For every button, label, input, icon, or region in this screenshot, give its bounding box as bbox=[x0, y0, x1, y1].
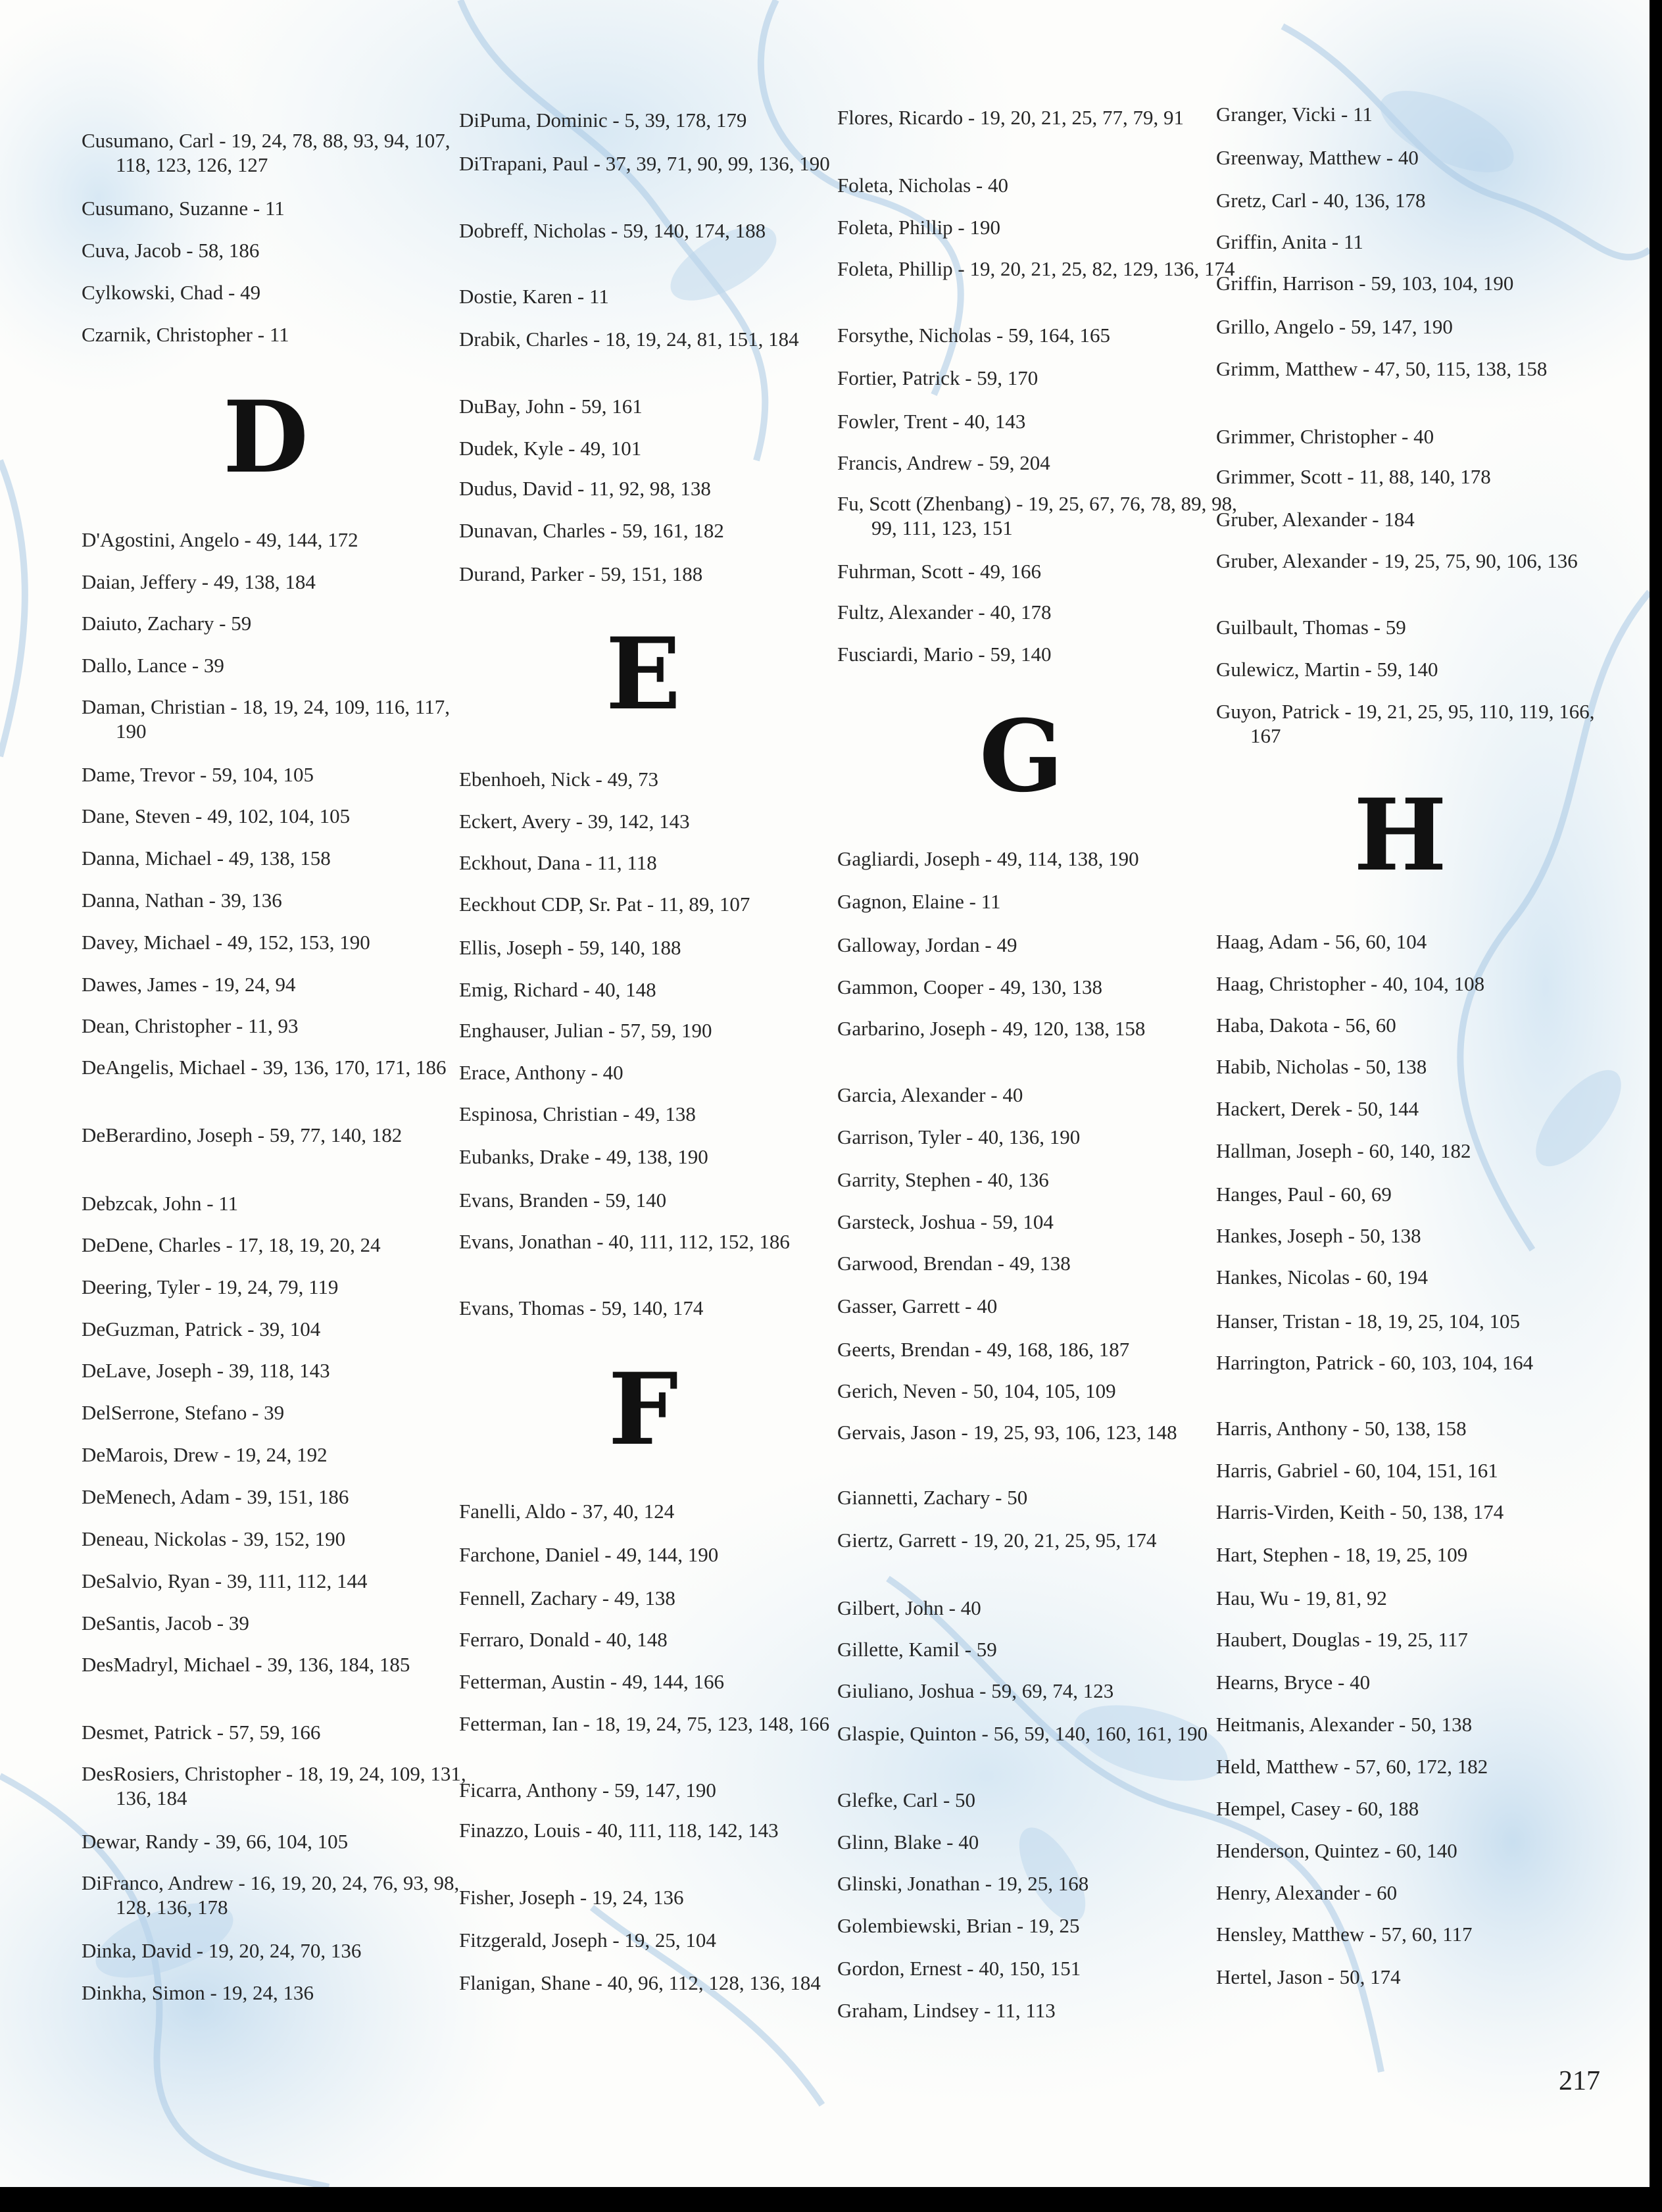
index-entry: D'Agostini, Angelo - 49, 144, 172 bbox=[82, 528, 358, 551]
index-entry: Grimm, Matthew - 47, 50, 115, 138, 158 bbox=[1216, 357, 1548, 380]
index-entry: Haubert, Douglas - 19, 25, 117 bbox=[1216, 1628, 1468, 1651]
index-entry: Francis, Andrew - 59, 204 bbox=[837, 451, 1050, 474]
index-entry: Harris-Virden, Keith - 50, 138, 174 bbox=[1216, 1500, 1504, 1523]
index-entry: Henry, Alexander - 60 bbox=[1216, 1881, 1398, 1904]
index-entry: Fetterman, Ian - 18, 19, 24, 75, 123, 148, 166 bbox=[459, 1712, 830, 1735]
index-entry: DiPuma, Dominic - 5, 39, 178, 179 bbox=[459, 109, 747, 132]
index-entry: Dunavan, Charles - 59, 161, 182 bbox=[459, 519, 724, 542]
index-entry: Grimmer, Scott - 11, 88, 140, 178 bbox=[1216, 465, 1491, 488]
index-entry: Ebenhoeh, Nick - 49, 73 bbox=[459, 768, 659, 791]
index-entry: Hanges, Paul - 60, 69 bbox=[1216, 1183, 1392, 1206]
index-entry: Dane, Steven - 49, 102, 104, 105 bbox=[82, 804, 351, 827]
index-entry: Fowler, Trent - 40, 143 bbox=[837, 410, 1026, 433]
index-entry: Daian, Jeffery - 49, 138, 184 bbox=[82, 570, 316, 593]
index-entry: Espinosa, Christian - 49, 138 bbox=[459, 1102, 696, 1125]
index-entry: Dawes, James - 19, 24, 94 bbox=[82, 973, 296, 996]
index-entry: DiFranco, Andrew - 16, 19, 20, 24, 76, 93, 98, 128, 136, 178 bbox=[82, 1871, 460, 1919]
index-entry: Erace, Anthony - 40 bbox=[459, 1061, 623, 1084]
index-entry: Habib, Nicholas - 50, 138 bbox=[1216, 1055, 1427, 1078]
index-entry: Eubanks, Drake - 49, 138, 190 bbox=[459, 1145, 708, 1168]
index-entry: Griffin, Harrison - 59, 103, 104, 190 bbox=[1216, 272, 1514, 295]
index-entry: Dean, Christopher - 11, 93 bbox=[82, 1014, 299, 1037]
section-letter-g: G bbox=[979, 699, 1064, 814]
index-entry: Daman, Christian - 18, 19, 24, 109, 116, 117, 190 bbox=[82, 695, 450, 743]
index-entry: Czarnik, Christopher - 11 bbox=[82, 323, 289, 346]
index-entry: Gordon, Ernest - 40, 150, 151 bbox=[837, 1957, 1081, 1980]
index-entry: Daiuto, Zachary - 59 bbox=[82, 612, 252, 635]
index-entry: Cusumano, Carl - 19, 24, 78, 88, 93, 94, 107, 118, 123, 126, 127 bbox=[82, 129, 451, 176]
index-entry: Garwood, Brendan - 49, 138 bbox=[837, 1252, 1071, 1275]
section-letter-f: F bbox=[608, 1352, 679, 1467]
index-entry: Dinkha, Simon - 19, 24, 136 bbox=[82, 1981, 314, 2004]
index-entry: Held, Matthew - 57, 60, 172, 182 bbox=[1216, 1755, 1488, 1778]
index-entry: Cylkowski, Chad - 49 bbox=[82, 281, 261, 304]
index-entry: Graham, Lindsey - 11, 113 bbox=[837, 1999, 1056, 2022]
index-entry: Hackert, Derek - 50, 144 bbox=[1216, 1097, 1419, 1120]
index-entry: Harris, Anthony - 50, 138, 158 bbox=[1216, 1417, 1467, 1440]
index-entry: Danna, Michael - 49, 138, 158 bbox=[82, 847, 331, 870]
index-entry: Garcia, Alexander - 40 bbox=[837, 1083, 1023, 1106]
index-entry: Deneau, Nickolas - 39, 152, 190 bbox=[82, 1527, 346, 1550]
index-entry: DesRosiers, Christopher - 18, 19, 24, 109, 131, 136, 184 bbox=[82, 1762, 466, 1809]
index-entry: DesMadryl, Michael - 39, 136, 184, 185 bbox=[82, 1653, 410, 1676]
index-entry: Dame, Trevor - 59, 104, 105 bbox=[82, 763, 314, 786]
index-entry: Giertz, Garrett - 19, 20, 21, 25, 95, 174 bbox=[837, 1529, 1157, 1552]
index-entry: Galloway, Jordan - 49 bbox=[837, 933, 1017, 956]
index-entry: Gulewicz, Martin - 59, 140 bbox=[1216, 658, 1438, 681]
index-entry: Garsteck, Joshua - 59, 104 bbox=[837, 1210, 1054, 1233]
index-entry: DeBerardino, Joseph - 59, 77, 140, 182 bbox=[82, 1123, 403, 1146]
index-entry: Emig, Richard - 40, 148 bbox=[459, 978, 656, 1001]
index-entry: Enghauser, Julian - 57, 59, 190 bbox=[459, 1019, 712, 1042]
index-entry: DiTrapani, Paul - 37, 39, 71, 90, 99, 136, 190 bbox=[459, 152, 830, 175]
index-entry: DeAngelis, Michael - 39, 136, 170, 171, 186 bbox=[82, 1056, 447, 1079]
index-entry: Dudek, Kyle - 49, 101 bbox=[459, 437, 642, 460]
index-entry: Fennell, Zachary - 49, 138 bbox=[459, 1586, 675, 1610]
index-entry: Ellis, Joseph - 59, 140, 188 bbox=[459, 936, 681, 959]
index-entry: Griffin, Anita - 11 bbox=[1216, 230, 1363, 253]
index-entry: Forsythe, Nicholas - 59, 164, 165 bbox=[837, 324, 1111, 347]
index-entry: Glefke, Carl - 50 bbox=[837, 1788, 976, 1811]
index-entry: Eckhout, Dana - 11, 118 bbox=[459, 851, 657, 874]
index-entry: Evans, Thomas - 59, 140, 174 bbox=[459, 1296, 704, 1319]
index-entry: Harrington, Patrick - 60, 103, 104, 164 bbox=[1216, 1351, 1534, 1374]
index-entry: Geerts, Brendan - 49, 168, 186, 187 bbox=[837, 1338, 1130, 1361]
index-entry: Deering, Tyler - 19, 24, 79, 119 bbox=[82, 1275, 339, 1298]
index-entry: Grimmer, Christopher - 40 bbox=[1216, 425, 1434, 448]
index-entry: Gagliardi, Joseph - 49, 114, 138, 190 bbox=[837, 847, 1139, 870]
index-entry: Hau, Wu - 19, 81, 92 bbox=[1216, 1586, 1387, 1610]
index-entry: DeMenech, Adam - 39, 151, 186 bbox=[82, 1485, 349, 1508]
index-entry: Guilbault, Thomas - 59 bbox=[1216, 616, 1406, 639]
index-entry: Evans, Branden - 59, 140 bbox=[459, 1189, 667, 1212]
index-entry: Flores, Ricardo - 19, 20, 21, 25, 77, 79, 91 bbox=[837, 106, 1184, 129]
index-entry: Grillo, Angelo - 59, 147, 190 bbox=[1216, 315, 1453, 338]
index-entry: Foleta, Phillip - 19, 20, 21, 25, 82, 129, 136, 174 bbox=[837, 257, 1235, 280]
index-entry: Desmet, Patrick - 57, 59, 166 bbox=[82, 1721, 321, 1744]
index-entry: Hanser, Tristan - 18, 19, 25, 104, 105 bbox=[1216, 1310, 1521, 1333]
section-letter-d: D bbox=[222, 380, 309, 495]
index-entry: DuBay, John - 59, 161 bbox=[459, 395, 643, 418]
section-letter-h: H bbox=[1354, 777, 1447, 893]
index-entry: Garrity, Stephen - 40, 136 bbox=[837, 1168, 1049, 1191]
index-entry: Henderson, Quintez - 60, 140 bbox=[1216, 1839, 1457, 1862]
index-entry: Glaspie, Quinton - 56, 59, 140, 160, 161, 190 bbox=[837, 1722, 1208, 1745]
index-entry: Fetterman, Austin - 49, 144, 166 bbox=[459, 1670, 724, 1693]
index-entry: Gammon, Cooper - 49, 130, 138 bbox=[837, 975, 1102, 998]
index-entry: Giannetti, Zachary - 50 bbox=[837, 1486, 1028, 1509]
index-entry: DeSantis, Jacob - 39 bbox=[82, 1611, 249, 1634]
index-entry: DeGuzman, Patrick - 39, 104 bbox=[82, 1317, 321, 1340]
index-entry: Greenway, Matthew - 40 bbox=[1216, 146, 1419, 169]
index-entry: Gillette, Kamil - 59 bbox=[837, 1638, 997, 1661]
index-entry: Hensley, Matthew - 57, 60, 117 bbox=[1216, 1923, 1473, 1946]
index-entry: Ferraro, Donald - 40, 148 bbox=[459, 1628, 668, 1651]
index-entry: Fortier, Patrick - 59, 170 bbox=[837, 366, 1039, 389]
index-entry: Dallo, Lance - 39 bbox=[82, 654, 224, 677]
index-entry: DeMarois, Drew - 19, 24, 192 bbox=[82, 1443, 328, 1466]
page-number: 217 bbox=[1559, 2066, 1600, 2096]
index-entry: Fu, Scott (Zhenbang) - 19, 25, 67, 76, 78, 89, 98, 99, 111, 123, 151 bbox=[837, 492, 1237, 539]
index-entry: Evans, Jonathan - 40, 111, 112, 152, 186 bbox=[459, 1230, 790, 1253]
index-entry: Fusciardi, Mario - 59, 140 bbox=[837, 643, 1052, 666]
index-entry: Finazzo, Louis - 40, 111, 118, 142, 143 bbox=[459, 1819, 779, 1842]
index-entry: Dewar, Randy - 39, 66, 104, 105 bbox=[82, 1830, 349, 1853]
index-entry: Ficarra, Anthony - 59, 147, 190 bbox=[459, 1779, 716, 1802]
index-entry: Fisher, Joseph - 19, 24, 136 bbox=[459, 1886, 684, 1909]
index-entry: Danna, Nathan - 39, 136 bbox=[82, 889, 282, 912]
index-entry: Gruber, Alexander - 19, 25, 75, 90, 106, 136 bbox=[1216, 549, 1578, 572]
index-entry: Hallman, Joseph - 60, 140, 182 bbox=[1216, 1139, 1471, 1162]
index-entry: DeLave, Joseph - 39, 118, 143 bbox=[82, 1359, 330, 1382]
index-entry: Glinn, Blake - 40 bbox=[837, 1831, 979, 1854]
index-entry: DeSalvio, Ryan - 39, 111, 112, 144 bbox=[82, 1569, 368, 1592]
index-entry: Dobreff, Nicholas - 59, 140, 174, 188 bbox=[459, 219, 766, 242]
index-entry: DeDene, Charles - 17, 18, 19, 20, 24 bbox=[82, 1233, 381, 1256]
index-entry: Foleta, Phillip - 190 bbox=[837, 216, 1000, 239]
index-entry: Gasser, Garrett - 40 bbox=[837, 1294, 998, 1317]
index-entry: Foleta, Nicholas - 40 bbox=[837, 174, 1009, 197]
index-entry: Dostie, Karen - 11 bbox=[459, 285, 609, 308]
index-entry: Haag, Christopher - 40, 104, 108 bbox=[1216, 972, 1485, 995]
index-entry: Haba, Dakota - 56, 60 bbox=[1216, 1014, 1396, 1037]
index-entry: Glinski, Jonathan - 19, 25, 168 bbox=[837, 1872, 1089, 1895]
index-entry: Hankes, Joseph - 50, 138 bbox=[1216, 1224, 1421, 1247]
index-entry: Haag, Adam - 56, 60, 104 bbox=[1216, 930, 1427, 953]
index-entry: Garbarino, Joseph - 49, 120, 138, 158 bbox=[837, 1017, 1146, 1040]
index-entry: Heitmanis, Alexander - 50, 138 bbox=[1216, 1713, 1473, 1736]
index-entry: Golembiewski, Brian - 19, 25 bbox=[837, 1914, 1080, 1937]
index-entry: Debzcak, John - 11 bbox=[82, 1192, 239, 1215]
index-entry: Fuhrman, Scott - 49, 166 bbox=[837, 560, 1041, 583]
index-entry: Cusumano, Suzanne - 11 bbox=[82, 197, 285, 220]
index-entry: Gretz, Carl - 40, 136, 178 bbox=[1216, 189, 1426, 212]
index-entry: Cuva, Jacob - 58, 186 bbox=[82, 239, 260, 262]
index-entry: Harris, Gabriel - 60, 104, 151, 161 bbox=[1216, 1459, 1498, 1482]
index-entry: Dudus, David - 11, 92, 98, 138 bbox=[459, 477, 711, 500]
index-entry: Gerich, Neven - 50, 104, 105, 109 bbox=[837, 1379, 1116, 1402]
index-entry: Gilbert, John - 40 bbox=[837, 1596, 981, 1619]
index-entry: Gervais, Jason - 19, 25, 93, 106, 123, 148 bbox=[837, 1421, 1177, 1444]
index-entry: Gagnon, Elaine - 11 bbox=[837, 890, 1001, 913]
index-entry: DelSerrone, Stefano - 39 bbox=[82, 1401, 285, 1424]
index-entry: Farchone, Daniel - 49, 144, 190 bbox=[459, 1543, 719, 1566]
index-entry: Garrison, Tyler - 40, 136, 190 bbox=[837, 1125, 1081, 1148]
index-entry: Eeckhout CDP, Sr. Pat - 11, 89, 107 bbox=[459, 893, 750, 916]
index-entry: Hart, Stephen - 18, 19, 25, 109 bbox=[1216, 1543, 1468, 1566]
section-letter-e: E bbox=[605, 616, 681, 732]
index-entry: Drabik, Charles - 18, 19, 24, 81, 151, 184 bbox=[459, 328, 799, 351]
index-entry: Fultz, Alexander - 40, 178 bbox=[837, 601, 1052, 624]
index-entry: Hertel, Jason - 50, 174 bbox=[1216, 1965, 1401, 1988]
index-entry: Hempel, Casey - 60, 188 bbox=[1216, 1797, 1419, 1820]
index-entry: Durand, Parker - 59, 151, 188 bbox=[459, 562, 703, 585]
index-entry: Dinka, David - 19, 20, 24, 70, 136 bbox=[82, 1939, 362, 1962]
index-entry: Flanigan, Shane - 40, 96, 112, 128, 136, 184 bbox=[459, 1971, 821, 1994]
index-entry: Fanelli, Aldo - 37, 40, 124 bbox=[459, 1500, 675, 1523]
index-entry: Davey, Michael - 49, 152, 153, 190 bbox=[82, 931, 370, 954]
index-entry: Gruber, Alexander - 184 bbox=[1216, 508, 1415, 531]
index-entry: Hankes, Nicolas - 60, 194 bbox=[1216, 1266, 1428, 1289]
index-entry: Hearns, Bryce - 40 bbox=[1216, 1671, 1371, 1694]
index-entry: Guyon, Patrick - 19, 21, 25, 95, 110, 119, 166, 167 bbox=[1216, 700, 1595, 747]
index-entry: Giuliano, Joshua - 59, 69, 74, 123 bbox=[837, 1679, 1114, 1702]
index-entry: Fitzgerald, Joseph - 19, 25, 104 bbox=[459, 1929, 716, 1952]
index-entry: Granger, Vicki - 11 bbox=[1216, 103, 1373, 126]
index-entry: Eckert, Avery - 39, 142, 143 bbox=[459, 810, 690, 833]
